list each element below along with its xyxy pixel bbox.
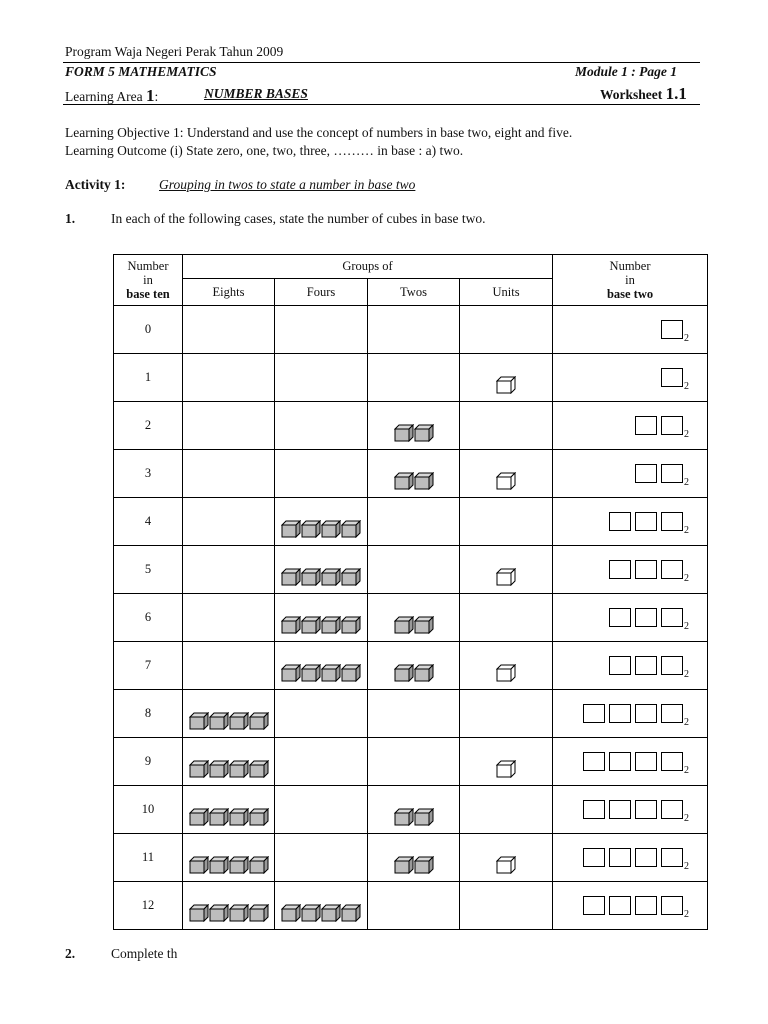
cube-group: [275, 904, 367, 922]
row-number-base-ten: 12: [114, 882, 183, 930]
answer-cell-base-two: [553, 354, 708, 402]
header-number-base-ten: [114, 255, 183, 306]
cube-icon: [341, 616, 361, 634]
answer-digit-box[interactable]: [661, 848, 683, 867]
table-row: [114, 450, 708, 498]
table-row: [114, 882, 708, 930]
cube-group: [368, 664, 459, 682]
group-cell-units: [460, 738, 553, 786]
answer-boxes: [635, 416, 683, 435]
group-cell-eights: [183, 450, 275, 498]
header-fours: Fours: [275, 279, 368, 306]
cube-icon: [394, 616, 414, 634]
unit-cube-icon: [496, 856, 516, 874]
group-cell-twos: [368, 786, 460, 834]
answer-digit-box[interactable]: [661, 752, 683, 771]
answer-digit-box[interactable]: [609, 896, 631, 915]
learning-area: [65, 86, 158, 106]
answer-boxes: [583, 704, 683, 723]
answer-digit-box[interactable]: [635, 848, 657, 867]
group-cell-eights: [183, 642, 275, 690]
cube-icon: [249, 808, 269, 826]
cube-icon: [281, 664, 301, 682]
answer-digit-box[interactable]: [583, 896, 605, 915]
header-b2-line2: in: [625, 273, 635, 287]
cube-icon: [281, 616, 301, 634]
learning-area-colon: :: [154, 89, 159, 104]
table-row: [114, 498, 708, 546]
group-cell-fours: [275, 882, 368, 930]
cube-group: [368, 808, 459, 826]
cube-icon: [249, 760, 269, 778]
answer-boxes: [609, 608, 683, 627]
group-cell-twos: [368, 402, 460, 450]
cube-icon: [249, 904, 269, 922]
question-2-text: Complete th: [111, 946, 178, 961]
cube-icon: [341, 520, 361, 538]
cube-group: [275, 568, 367, 586]
answer-digit-box[interactable]: [635, 608, 657, 627]
row-number-base-ten: 3: [114, 450, 183, 498]
cube-group: [368, 472, 459, 490]
cube-group: [183, 904, 274, 922]
answer-digit-box[interactable]: [635, 896, 657, 915]
cube-icon: [209, 712, 229, 730]
answer-digit-box[interactable]: [635, 752, 657, 771]
cube-group: [460, 568, 552, 586]
answer-boxes: [609, 656, 683, 675]
header-b2-line1: Number: [609, 259, 651, 273]
group-cell-fours: [275, 738, 368, 786]
row-number-base-ten: 11: [114, 834, 183, 882]
group-cell-twos: [368, 498, 460, 546]
cube-group: [368, 856, 459, 874]
cube-icon: [394, 472, 414, 490]
group-cell-fours: [275, 546, 368, 594]
cube-icon: [394, 664, 414, 682]
group-cell-fours: [275, 450, 368, 498]
group-cell-units: [460, 354, 553, 402]
answer-boxes: [609, 512, 683, 531]
cube-icon: [341, 568, 361, 586]
activity-label: Activity 1:: [65, 177, 126, 192]
topic-title: NUMBER BASES: [204, 86, 308, 101]
form-title: FORM 5 MATHEMATICS: [65, 64, 217, 79]
row-number-base-ten: 6: [114, 594, 183, 642]
base-subscript: 2: [684, 765, 690, 776]
header-number-line3: base ten: [126, 287, 170, 301]
cube-group: [275, 520, 367, 538]
header-eights: Eights: [183, 279, 275, 306]
row-number-base-ten: 2: [114, 402, 183, 450]
cube-icon: [414, 616, 434, 634]
cube-icon: [281, 904, 301, 922]
table-row: [114, 642, 708, 690]
header-groups-of: Groups of: [183, 255, 553, 279]
cube-icon: [301, 520, 321, 538]
group-cell-fours: [275, 642, 368, 690]
cube-icon: [189, 856, 209, 874]
row-number-base-ten: 7: [114, 642, 183, 690]
learning-area-num: 1: [145, 86, 155, 105]
header-b2-line3: base two: [606, 287, 654, 301]
cube-group: [275, 664, 367, 682]
cube-icon: [414, 808, 434, 826]
base-subscript: 2: [684, 909, 690, 920]
cube-icon: [321, 568, 341, 586]
group-cell-twos: [368, 690, 460, 738]
base-subscript: 2: [684, 621, 690, 632]
answer-digit-box[interactable]: [661, 560, 683, 579]
group-cell-twos: [368, 546, 460, 594]
cube-icon: [189, 712, 209, 730]
answer-digit-box[interactable]: [661, 656, 683, 675]
answer-cell-base-two: [553, 498, 708, 546]
answer-boxes: [583, 752, 683, 771]
answer-digit-box[interactable]: [635, 800, 657, 819]
answer-digit-box[interactable]: [661, 464, 683, 483]
cube-icon: [229, 808, 249, 826]
cube-group: [460, 856, 552, 874]
answer-digit-box[interactable]: [661, 320, 683, 339]
answer-boxes: [609, 560, 683, 579]
answer-digit-box[interactable]: [661, 896, 683, 915]
worksheet-label: [600, 84, 687, 104]
module-page: Module 1 : Page 1: [575, 64, 677, 79]
answer-digit-box[interactable]: [635, 560, 657, 579]
answer-cell-base-two: [553, 642, 708, 690]
unit-cube-icon: [496, 472, 516, 490]
group-cell-eights: [183, 786, 275, 834]
cube-icon: [209, 760, 229, 778]
header-twos: Twos: [368, 279, 460, 306]
group-cell-units: [460, 306, 553, 354]
answer-boxes: [583, 896, 683, 915]
question-2-number: 2.: [65, 946, 76, 961]
cube-icon: [209, 808, 229, 826]
cube-icon: [189, 904, 209, 922]
answer-boxes: [583, 848, 683, 867]
answer-digit-box[interactable]: [609, 512, 631, 531]
group-cell-eights: [183, 306, 275, 354]
cube-icon: [189, 808, 209, 826]
answer-digit-box[interactable]: [635, 512, 657, 531]
answer-digit-box[interactable]: [635, 656, 657, 675]
group-cell-units: [460, 402, 553, 450]
group-cell-fours: [275, 354, 368, 402]
group-cell-twos: [368, 882, 460, 930]
group-cell-units: [460, 546, 553, 594]
table-row: [114, 306, 708, 354]
answer-cell-base-two: [553, 882, 708, 930]
cube-icon: [229, 856, 249, 874]
answer-cell-base-two: [553, 834, 708, 882]
answer-digit-box[interactable]: [661, 368, 683, 387]
group-cell-fours: [275, 402, 368, 450]
question-1-text: In each of the following cases, state the number of cubes in base two.: [111, 211, 486, 226]
group-cell-fours: [275, 306, 368, 354]
base-subscript: 2: [684, 861, 690, 872]
base-subscript: 2: [684, 669, 690, 680]
header-rule-2: [63, 104, 700, 105]
table-row: [114, 690, 708, 738]
cube-group: [460, 472, 552, 490]
base-subscript: 2: [684, 717, 690, 728]
row-number-base-ten: 8: [114, 690, 183, 738]
base-subscript: 2: [684, 477, 690, 488]
unit-cube-icon: [496, 568, 516, 586]
answer-cell-base-two: [553, 786, 708, 834]
cube-icon: [321, 520, 341, 538]
group-cell-units: [460, 450, 553, 498]
cube-icon: [414, 424, 434, 442]
group-cell-units: [460, 498, 553, 546]
unit-cube-icon: [496, 760, 516, 778]
activity-title: Grouping in twos to state a number in base two: [159, 177, 416, 192]
cube-icon: [414, 472, 434, 490]
unit-cube-icon: [496, 376, 516, 394]
group-cell-units: [460, 594, 553, 642]
group-cell-fours: [275, 786, 368, 834]
row-number-base-ten: 4: [114, 498, 183, 546]
group-cell-eights: [183, 354, 275, 402]
question-1-number: 1.: [65, 211, 76, 226]
answer-digit-box[interactable]: [609, 800, 631, 819]
answer-digit-box[interactable]: [635, 464, 657, 483]
group-cell-eights: [183, 882, 275, 930]
learning-outcome: Learning Outcome (i) State zero, one, two, three, ……… in base : a) two.: [65, 143, 464, 158]
cube-icon: [394, 808, 414, 826]
answer-digit-box[interactable]: [661, 512, 683, 531]
cube-icon: [229, 904, 249, 922]
answer-boxes: [661, 368, 683, 387]
answer-digit-box[interactable]: [609, 848, 631, 867]
cube-icon: [301, 568, 321, 586]
header-number-line2: in: [143, 273, 153, 287]
cube-icon: [341, 664, 361, 682]
row-number-base-ten: 0: [114, 306, 183, 354]
table-row: [114, 834, 708, 882]
cube-group: [368, 424, 459, 442]
cube-icon: [189, 760, 209, 778]
learning-area-label: Learning Area: [65, 89, 143, 104]
worksheet-num: 1.1: [665, 84, 687, 103]
group-cell-twos: [368, 642, 460, 690]
group-cell-fours: [275, 594, 368, 642]
answer-digit-box[interactable]: [583, 848, 605, 867]
group-cell-fours: [275, 690, 368, 738]
table-row: [114, 546, 708, 594]
answer-digit-box[interactable]: [609, 560, 631, 579]
table-row: [114, 594, 708, 642]
cube-icon: [414, 664, 434, 682]
cube-icon: [394, 856, 414, 874]
group-cell-fours: [275, 834, 368, 882]
table-row: [114, 738, 708, 786]
group-cell-units: [460, 642, 553, 690]
base-two-table: [113, 254, 708, 930]
group-cell-eights: [183, 738, 275, 786]
group-cell-units: [460, 786, 553, 834]
header-units: Units: [460, 279, 553, 306]
cube-icon: [229, 760, 249, 778]
cube-icon: [301, 664, 321, 682]
group-cell-eights: [183, 594, 275, 642]
cube-icon: [321, 664, 341, 682]
unit-cube-icon: [496, 664, 516, 682]
cube-icon: [321, 904, 341, 922]
table-row: [114, 786, 708, 834]
base-subscript: 2: [684, 573, 690, 584]
answer-digit-box[interactable]: [583, 752, 605, 771]
group-cell-twos: [368, 834, 460, 882]
base-subscript: 2: [684, 525, 690, 536]
answer-digit-box[interactable]: [609, 704, 631, 723]
cube-icon: [301, 904, 321, 922]
cube-group: [183, 856, 274, 874]
cube-icon: [341, 904, 361, 922]
answer-boxes: [661, 320, 683, 339]
cube-icon: [321, 616, 341, 634]
cube-icon: [394, 424, 414, 442]
cube-group: [368, 616, 459, 634]
group-cell-eights: [183, 498, 275, 546]
header-number-base-two: [553, 255, 708, 306]
answer-digit-box[interactable]: [583, 800, 605, 819]
row-number-base-ten: 5: [114, 546, 183, 594]
group-cell-units: [460, 690, 553, 738]
cube-group: [183, 712, 274, 730]
learning-objective: Learning Objective 1: Understand and use the concept of numbers in base two, eight and five.: [65, 125, 573, 140]
cube-group: [460, 376, 552, 394]
group-cell-eights: [183, 402, 275, 450]
cube-icon: [209, 856, 229, 874]
program-title: Program Waja Negeri Perak Tahun 2009: [65, 44, 284, 59]
base-subscript: 2: [684, 381, 690, 392]
table-row: [114, 402, 708, 450]
cube-icon: [281, 568, 301, 586]
group-cell-twos: [368, 306, 460, 354]
answer-digit-box[interactable]: [609, 752, 631, 771]
cube-icon: [281, 520, 301, 538]
base-subscript: 2: [684, 429, 690, 440]
answer-digit-box[interactable]: [609, 608, 631, 627]
base-subscript: 2: [684, 813, 690, 824]
cube-icon: [249, 856, 269, 874]
answer-cell-base-two: [553, 402, 708, 450]
row-number-base-ten: 10: [114, 786, 183, 834]
table-row: [114, 354, 708, 402]
answer-digit-box[interactable]: [661, 800, 683, 819]
base-subscript: 2: [684, 333, 690, 344]
answer-digit-box[interactable]: [661, 608, 683, 627]
answer-boxes: [635, 464, 683, 483]
header-number-line1: Number: [127, 259, 169, 273]
cube-icon: [229, 712, 249, 730]
group-cell-units: [460, 834, 553, 882]
answer-digit-box[interactable]: [609, 656, 631, 675]
cube-group: [183, 808, 274, 826]
answer-digit-box[interactable]: [635, 416, 657, 435]
cube-group: [460, 760, 552, 778]
answer-digit-box[interactable]: [583, 704, 605, 723]
group-cell-twos: [368, 354, 460, 402]
answer-cell-base-two: [553, 546, 708, 594]
group-cell-eights: [183, 546, 275, 594]
worksheet-text: Worksheet: [600, 87, 663, 102]
answer-digit-box[interactable]: [635, 704, 657, 723]
group-cell-fours: [275, 498, 368, 546]
row-number-base-ten: 1: [114, 354, 183, 402]
group-cell-twos: [368, 450, 460, 498]
answer-digit-box[interactable]: [661, 416, 683, 435]
group-cell-eights: [183, 690, 275, 738]
cube-icon: [301, 616, 321, 634]
answer-digit-box[interactable]: [661, 704, 683, 723]
answer-cell-base-two: [553, 690, 708, 738]
cube-icon: [414, 856, 434, 874]
header-rule: [63, 62, 700, 63]
cube-group: [183, 760, 274, 778]
cube-group: [275, 616, 367, 634]
cube-icon: [209, 904, 229, 922]
answer-cell-base-two: [553, 450, 708, 498]
answer-cell-base-two: [553, 306, 708, 354]
cube-group: [460, 664, 552, 682]
row-number-base-ten: 9: [114, 738, 183, 786]
cube-icon: [249, 712, 269, 730]
group-cell-twos: [368, 738, 460, 786]
answer-boxes: [583, 800, 683, 819]
group-cell-units: [460, 882, 553, 930]
group-cell-eights: [183, 834, 275, 882]
group-cell-twos: [368, 594, 460, 642]
answer-cell-base-two: [553, 594, 708, 642]
answer-cell-base-two: [553, 738, 708, 786]
